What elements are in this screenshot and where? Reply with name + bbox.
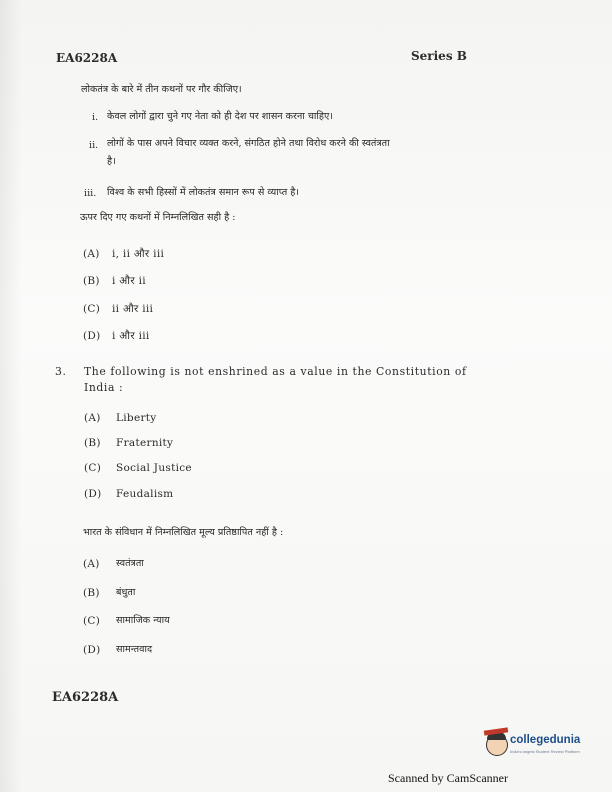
logo-tagline: India's largest Student Review Platform: [510, 749, 580, 754]
scan-shadow: [0, 0, 22, 792]
camscanner-watermark: Scanned by CamScanner: [388, 771, 508, 785]
q3-number: 3.: [55, 365, 67, 378]
q3-option-text: Feudalism: [116, 488, 174, 500]
q3-option-label: (A): [84, 412, 101, 424]
q2-option-text: i, ii और iii: [112, 248, 165, 260]
q2-statement-num: i.: [92, 112, 99, 123]
q2-statement-text: लोगों के पास अपने विचार व्यक्त करने, संगठित होने तथा विरोध करने की स्वतंत्रता: [107, 138, 390, 149]
q2-statement-text-cont: है।: [107, 156, 116, 167]
logo-text: collegedunia: [510, 734, 581, 746]
q3-hindi-option-label: (D): [83, 644, 101, 656]
q3-hindi-option-label: (B): [83, 587, 100, 599]
q3-option-text: Fraternity: [116, 437, 174, 449]
q3-hindi-option-text: सामाजिक न्याय: [116, 615, 170, 626]
q2-statement-num: ii.: [89, 140, 99, 151]
q2-option-text: i और ii: [112, 275, 146, 287]
q2-option-label: (A): [83, 248, 100, 260]
q3-option-label: (B): [84, 437, 101, 449]
q3-hindi-option-label: (A): [83, 558, 100, 570]
series-label: Series B: [411, 49, 467, 63]
q3-option-label: (D): [84, 488, 102, 500]
q2-option-text: i और iii: [112, 330, 150, 342]
q3-hindi-option-text: बंधुता: [116, 587, 136, 598]
paper-code-header: EA6228A: [56, 51, 118, 65]
q3-hindi-option-text: सामन्तवाद: [116, 644, 153, 655]
q3-stem-line2: India :: [84, 381, 124, 394]
q2-hindi-stem: लोकतंत्र के बारे में तीन कथनों पर गौर कीजिए।: [81, 84, 242, 95]
q3-hindi-stem: भारत के संविधान में निम्नलिखित मूल्य प्रतिष्ठापित नहीं है :: [83, 527, 284, 538]
paper-code-footer: EA6228A: [52, 690, 119, 705]
q2-statement-num: iii.: [84, 188, 97, 199]
q3-stem-line1: The following is not enshrined as a value in the Constitution of: [84, 365, 467, 378]
q2-prompt: ऊपर दिए गए कथनों में निम्नलिखित सही है :: [80, 212, 236, 223]
q3-option-text: Social Justice: [116, 462, 192, 474]
q2-option-label: (B): [83, 275, 100, 287]
q2-statement-text: विश्व के सभी हिस्सों में लोकतंत्र समान रूप से व्याप्त है।: [107, 187, 299, 198]
q2-option-text: ii और iii: [112, 303, 154, 315]
q2-statement-text: केवल लोगों द्वारा चुने गए नेता को ही देश पर शासन करना चाहिए।: [107, 111, 333, 122]
q2-option-label: (C): [83, 303, 101, 315]
q3-option-text: Liberty: [116, 412, 157, 424]
q3-hindi-option-label: (C): [83, 615, 101, 627]
collegedunia-logo: [486, 732, 606, 760]
q3-option-label: (C): [84, 462, 102, 474]
q2-option-label: (D): [83, 330, 101, 342]
q3-hindi-option-text: स्वतंत्रता: [116, 558, 144, 569]
